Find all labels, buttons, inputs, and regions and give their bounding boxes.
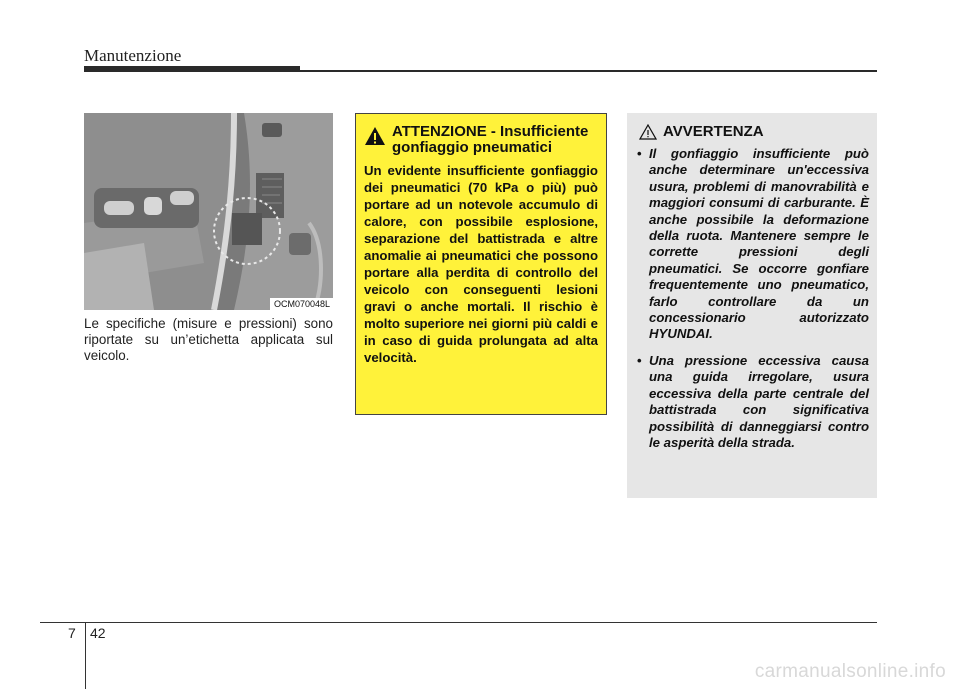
caution-body: Un evidente insufficiente gonfiaggio dei pneumatici (70 kPa o più) può portare ad un notevole accumulo di calore, con possibile esplosione, separazione del battistrada e altre anomalie ai pneumatici che possono portare alla perdita di controllo del veicolo con conseguenti lesioni gravi o anche mortali. Il rischio è molto superiore nei giorni più caldi e in caso di guida prolungata ad alta velocità.	[364, 163, 598, 365]
header-rule-thin	[300, 70, 877, 72]
door-pillar-illustration	[84, 113, 333, 310]
footer-divider	[85, 622, 86, 689]
warning-item: • Una pressione eccessiva causa una guida irregolare, usura eccessiva della parte centrale del battistrada con significativa possibilità di danneggiarsi contro le asperità della strada.	[635, 353, 869, 451]
warning-triangle-icon	[364, 126, 386, 146]
warning-title: AVVERTENZA	[663, 123, 764, 140]
watermark: carmanualsonline.info	[754, 661, 946, 682]
warning-box	[627, 113, 877, 498]
figure-caption: OCM070048L	[270, 298, 333, 310]
chapter-number: 7	[68, 625, 76, 641]
caution-title: ATTENZIONE - Insufficiente gonfiaggio pneumatici	[392, 123, 589, 156]
notice-triangle-icon	[639, 124, 657, 140]
header-rule-thick	[84, 66, 300, 72]
door-pillar-photo	[84, 113, 333, 310]
caution-box	[355, 113, 607, 415]
warning-item: • Il gonfiaggio insufficiente può anche determinare un'eccessiva usura, problemi di manovrabilità e maggiori consumi di carburante. È anche possibile la deformazione della ruota. Mantenere sempre le corrette pressioni degli pneumatici. Se occorre gonfiare frequentemente uno pneumatico, farlo controllare da un concessionario autorizzato HYUNDAI.	[635, 146, 869, 343]
intro-paragraph: Le specifiche (misure e pressioni) sono riportate su un’etichetta applicata sul veicolo.	[84, 316, 333, 363]
footer-rule	[40, 622, 877, 623]
warning-list	[635, 146, 869, 451]
page-number: 42	[90, 625, 106, 641]
page-header-title: Manutenzione	[84, 46, 182, 65]
